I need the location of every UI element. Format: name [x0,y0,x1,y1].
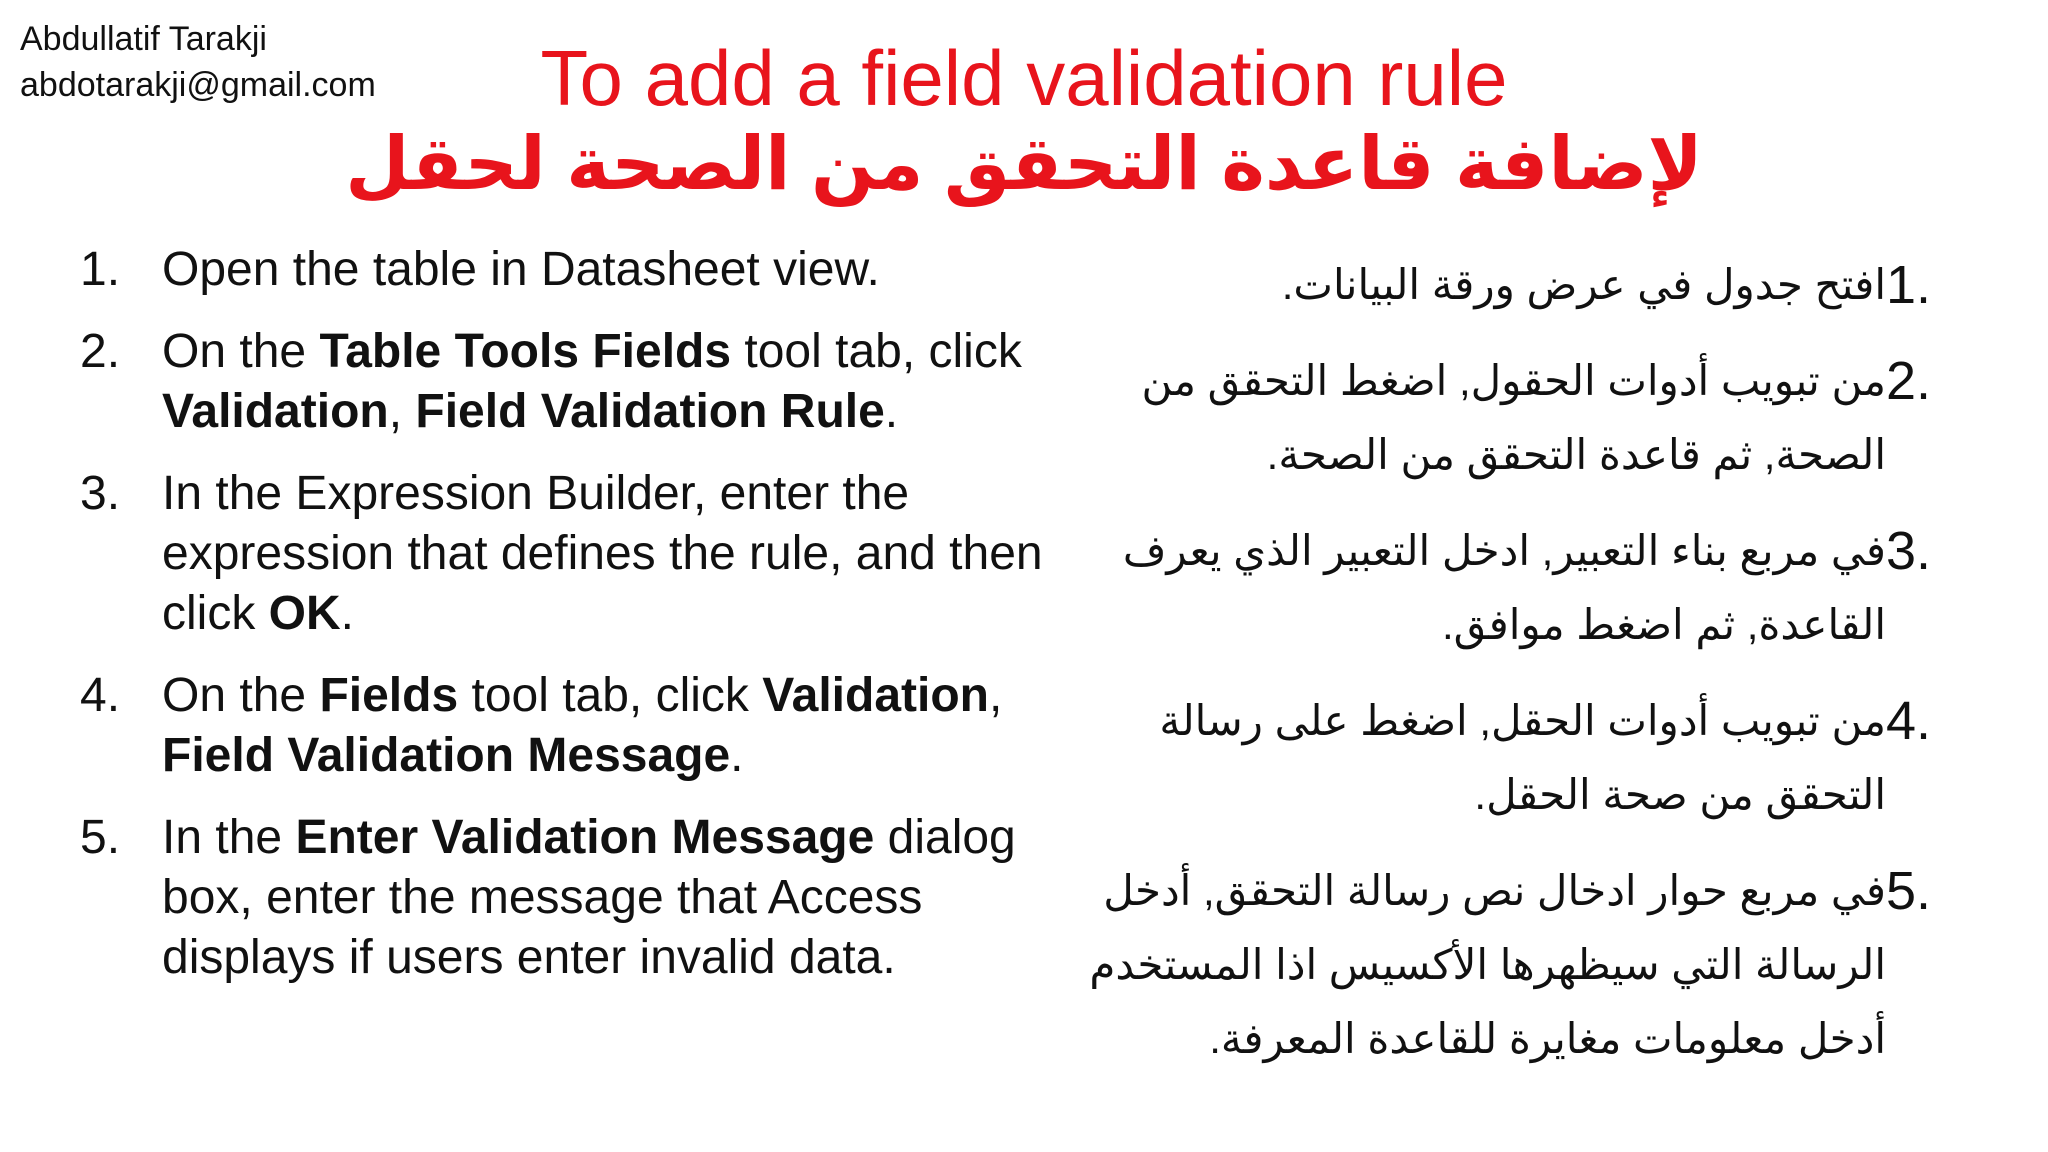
step-en-segment: . [730,729,744,782]
step-en-text [162,240,1080,300]
title-english-text: To add a field validation rule [540,34,1508,122]
step-en-bold-term: Validation [162,385,389,438]
step-ar-number: 2. [1886,351,1932,411]
step-ar-text: في مربع بناء التعبير, ادخل التعبير الذي يعرف القاعدة, ثم اضغط موافق. [1122,527,1886,648]
step-en-bold-term: Fields [319,669,459,722]
author-name: Abdullatif Tarakji [20,20,267,58]
step-en-text [162,322,1080,442]
step-en-text [162,808,1080,988]
step-en-number: 5. [80,811,121,864]
step-ar-item [1028,248,1968,322]
step-en-segment: tool tab, click [458,669,763,722]
step-en-segment: , [388,385,416,438]
step-en-segment: dialog box, enter the message that Access displays if users enter invalid data. [162,811,1016,984]
step-en-segment: tool tab, click [731,325,1022,378]
step-en-item [80,322,1080,442]
step-en-segment: Open the table in Datasheet view. [162,243,880,296]
step-ar-text: من تبويب أدوات الحقول, اضغط التحقق من الصحة, ثم قاعدة التحقق من الصحة. [1141,357,1886,478]
title-arabic [0,116,2048,212]
step-en-bold-term: Field Validation Message [162,729,731,782]
step-en-text [162,464,1080,644]
step-ar-item [1028,514,1968,662]
step-ar-text: في مربع حوار ادخال نص رسالة التحقق, أدخل الرسالة التي سيظهرها الأكسيس اذا المستخدم أدخل معلومات مغايرة للقاعدة المعرفة. [1089,867,1886,1062]
step-en-segment: In the [162,811,296,864]
title-arabic-text: لإضافة قاعدة التحقق من الصحة لحقل [345,122,1703,205]
step-en-item [80,464,1080,644]
step-en-item [80,666,1080,786]
step-en-bold-term: OK [268,587,341,640]
step-ar-number: 4. [1886,691,1932,751]
step-en-item [80,808,1080,988]
step-en-segment: On the [162,325,320,378]
step-en-bold-term: Validation [762,669,989,722]
step-en-segment: On the [162,669,320,722]
step-en-number: 3. [80,467,121,520]
step-en-text [162,666,1080,786]
step-en-number: 2. [80,325,121,378]
step-en-number: 1. [80,243,121,296]
step-en-segment: In the Expression Builder, enter the expression that defines the rule, and then click [162,467,1043,640]
step-ar-item [1028,854,1968,1076]
author-email: abdotarakji@gmail.com [20,66,376,104]
steps-list-arabic [1028,248,1968,1098]
step-en-segment: . [340,587,355,640]
step-ar-number: 3. [1886,521,1932,581]
step-en-segment: , [988,669,1003,722]
step-ar-text: من تبويب أدوات الحقل, اضغط على رسالة التحقق من صحة الحقل. [1159,697,1886,818]
step-en-bold-term: Enter Validation Message [295,811,875,864]
step-ar-number: 5. [1886,861,1932,921]
step-ar-text: افتح جدول في عرض ورقة البيانات. [1281,261,1886,308]
step-en-bold-term: Table Tools Fields [319,325,732,378]
title-english [0,30,2048,126]
step-en-number: 4. [80,669,121,722]
steps-list-english [80,240,1080,1010]
step-en-item [80,240,1080,300]
step-en-bold-term: Field Validation Rule [415,385,885,438]
step-ar-number: 1. [1886,255,1932,315]
step-ar-item [1028,684,1968,832]
step-ar-item [1028,344,1968,492]
step-en-segment: . [884,385,899,438]
